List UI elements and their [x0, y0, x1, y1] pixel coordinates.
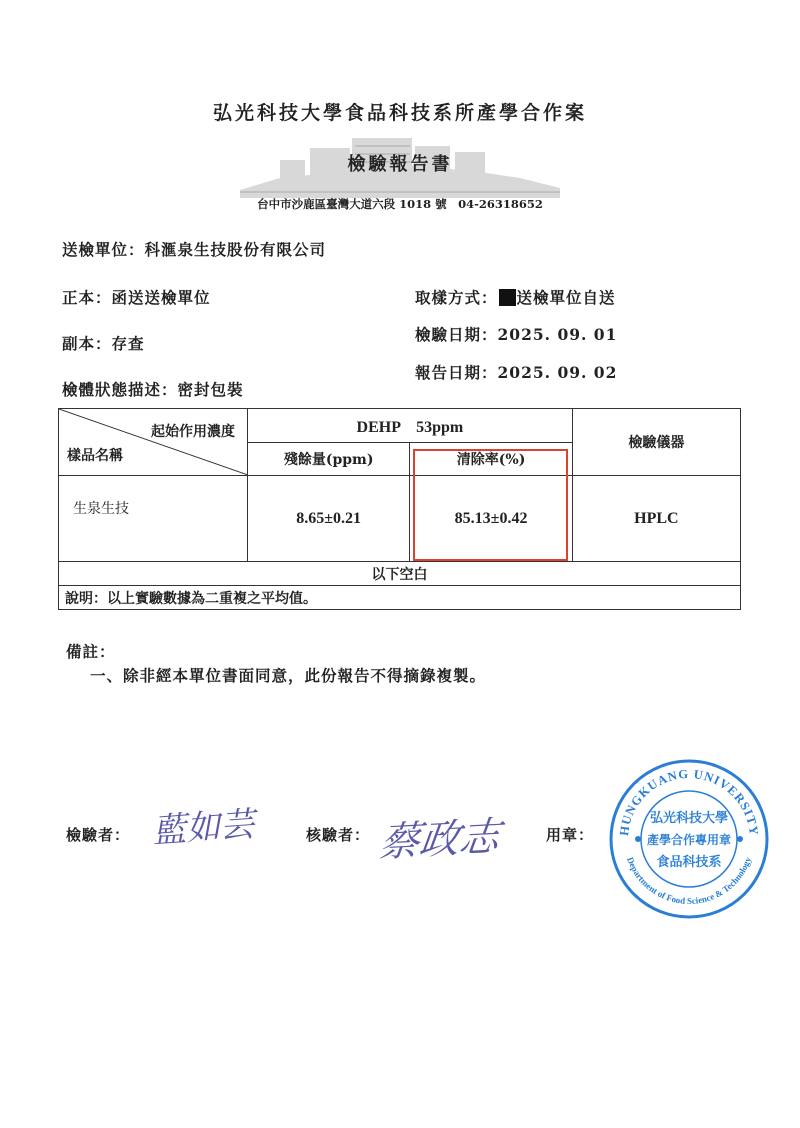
seal-dot-left — [635, 836, 641, 842]
remarks-item-1: 一、除非經本單位書面同意，此份報告不得摘錄複製。 — [90, 666, 487, 685]
seal-line-1: 弘光科技大學 — [649, 811, 729, 826]
sampling-label: 取樣方式： — [415, 288, 498, 307]
instrument-cell: HPLC — [572, 476, 740, 562]
redaction-box — [499, 289, 516, 306]
seal-dot-right — [737, 836, 743, 842]
report-date-label: 報告日期： — [415, 363, 498, 382]
test-date-field — [415, 323, 617, 345]
submitter-label: 送檢單位： — [62, 240, 145, 259]
report-date-field — [415, 361, 617, 383]
svg-text:HUNGKUANG UNIVERSITY — [617, 767, 761, 837]
seal-outer-top: HUNGKUANG UNIVERSITY — [616, 766, 762, 837]
copy-label: 副本： — [62, 334, 112, 353]
sample-name-cell: 生泉生技 — [59, 476, 248, 562]
seal-line-3: 食品科技系 — [656, 855, 722, 870]
instrument-header: 檢驗儀器 — [572, 409, 740, 476]
removal-cell: 85.13±0.42 — [410, 476, 572, 562]
inspector-signature: 藍如芸 — [150, 804, 256, 852]
explanation-note: 說明：以上實驗數據為二重複之平均值。 — [59, 586, 741, 610]
concentration-header: DEHP 53ppm — [247, 409, 572, 443]
removal-header: 清除率(%) — [410, 442, 572, 476]
test-date-value: 2025. 09. 01 — [497, 325, 618, 344]
sample-state-label: 檢體狀態描述： — [62, 380, 178, 399]
corner-bottom-label: 樣品名稱 — [67, 448, 123, 464]
copy-value: 存查 — [111, 334, 145, 353]
reviewer-label: 核驗者： — [306, 826, 371, 844]
report-date-value: 2025. 09. 02 — [497, 363, 618, 382]
report-subtitle: 檢驗報告書 — [347, 154, 453, 175]
corner-header-cell — [59, 409, 248, 476]
table-row — [59, 476, 741, 562]
stamp-label: 用章： — [546, 826, 595, 844]
seal-line-2: 產學合作專用章 — [646, 833, 732, 847]
test-date-label: 檢驗日期： — [415, 325, 498, 344]
remarks-title: 備註： — [66, 642, 116, 661]
diagonal-line — [59, 409, 248, 475]
institution-address: 台中市沙鹿區臺灣大道六段 1018 號 04-26318652 — [257, 197, 543, 211]
submitter-field — [62, 238, 326, 260]
residual-header: 殘餘量(ppm) — [247, 442, 409, 476]
university-seal — [608, 758, 770, 920]
seal-outer-bottom: Department of Food Science & Technology — [625, 855, 753, 907]
original-field — [62, 286, 211, 308]
report-title: 弘光科技大學食品科技系所產學合作案 — [212, 102, 587, 124]
highlight-box — [413, 449, 568, 561]
copy-field — [62, 332, 145, 354]
sampling-field — [415, 286, 616, 308]
submitter-value: 科滙泉生技股份有限公司 — [144, 240, 327, 259]
results-table — [58, 408, 741, 610]
sample-state-value: 密封包裝 — [177, 380, 244, 399]
reviewer-signature: 蔡政志 — [376, 813, 503, 867]
residual-cell: 8.65±0.21 — [247, 476, 409, 562]
sample-state-field — [62, 378, 244, 400]
original-value: 函送送檢單位 — [111, 288, 211, 307]
inspector-label: 檢驗者： — [66, 826, 131, 844]
sampling-value: 送檢單位自送 — [516, 288, 616, 307]
blank-note: 以下空白 — [59, 562, 741, 586]
corner-top-label: 起始作用濃度 — [150, 424, 235, 440]
original-label: 正本： — [62, 288, 112, 307]
